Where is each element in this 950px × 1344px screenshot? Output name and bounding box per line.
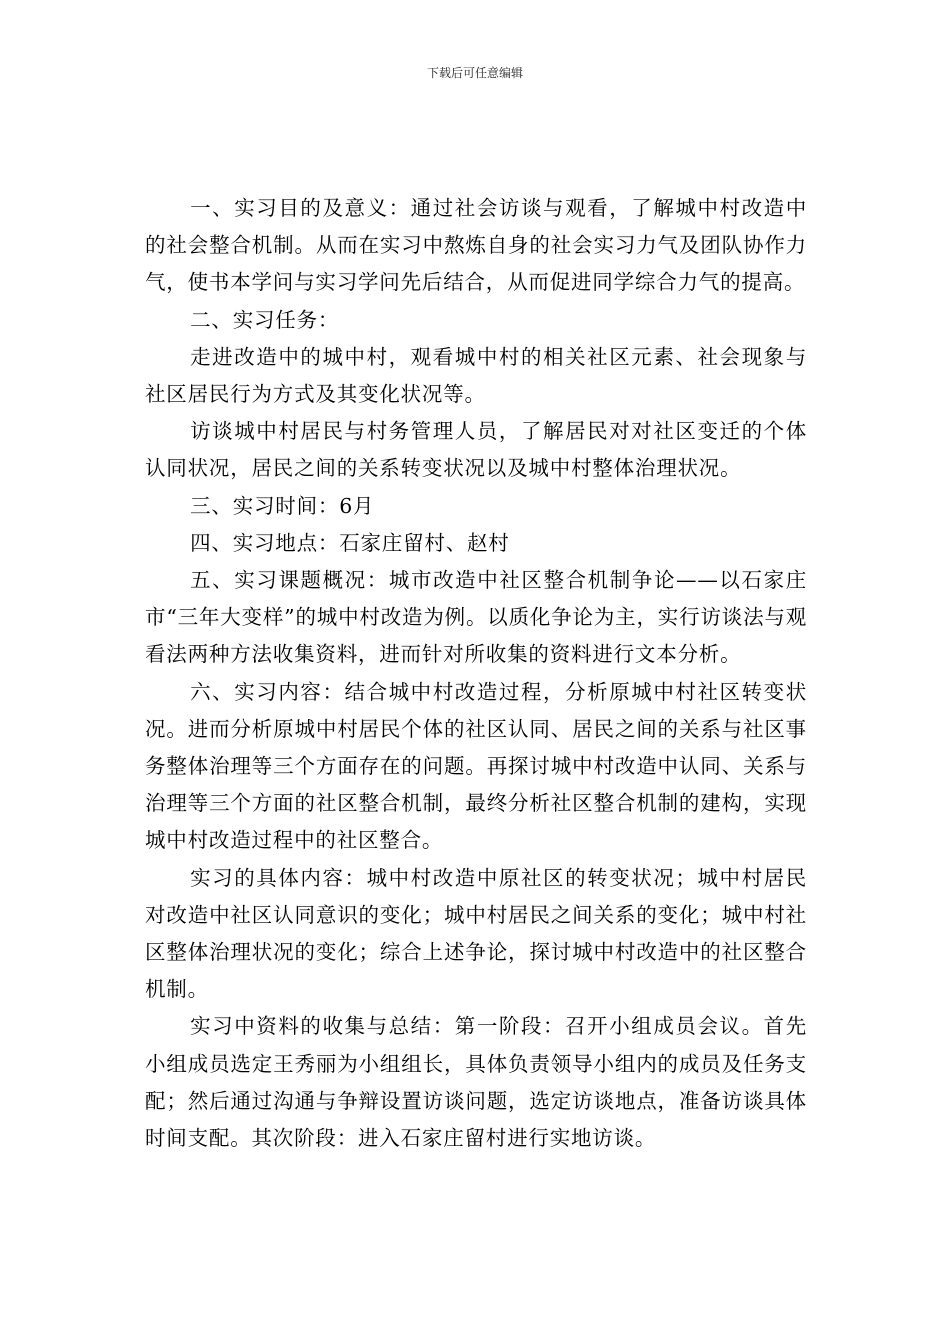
paragraph-topic-overview: 五、实习课题概况：城市改造中社区整合机制争论——以石家庄市“三年大变样”的城中村改造为例。以质化争论为主，实行访谈法与观看法两种方法收集资料，进而针对所收集的资料进行文本分析。 — [145, 568, 807, 667]
document-body — [145, 190, 807, 1157]
paragraph-data-collection: 实习中资料的收集与总结：第一阶段：召开小组成员会议。首先小组成员选定王秀丽为小组组长，具体负责领导小组内的成员及任务支配；然后通过沟通与争辩设置访谈问题，选定访谈地点，准备访谈具体时间支配。其次阶段：进入石家庄留村进行实地访谈。 — [145, 1014, 807, 1151]
paragraph-task-interview: 访谈城中村居民与村务管理人员，了解居民对对社区变迁的个体认同状况，居民之间的关系转变状况以及城中村整体治理状况。 — [145, 419, 807, 481]
paragraph-content: 六、实习内容：结合城中村改造过程，分析原城中村社区转变状况。进而分析原城中村居民个体的社区认同、居民之间的关系与社区事务整体治理等三个方面存在的问题。再探讨城中村改造中认同、关系与治理等三个方面的社区整合机制，最终分析社区整合机制的建构，实现城中村改造过程中的社区整合。 — [145, 679, 807, 853]
paragraph-specific-content: 实习的具体内容：城中村改造中原社区的转变状况；城中村居民对改造中社区认同意识的变化；城中村居民之间关系的变化；城中村社区整体治理状况的变化；综合上述争论，探讨城中村改造中的社区整合机制。 — [145, 865, 807, 1002]
paragraph-purpose: 一、实习目的及意义：通过社会访谈与观看，了解城中村改造中的社会整合机制。从而在实习中熬炼自身的社会实习力气及团队协作力气，使书本学问与实习学问先后结合，从而促进同学综合力气的提高。 — [145, 196, 807, 295]
paragraph-time: 三、实习时间：6月 — [190, 493, 375, 518]
paragraph-tasks-heading: 二、实习任务： — [190, 307, 340, 332]
paragraph-location: 四、实习地点：石家庄留村、赵村 — [190, 530, 510, 555]
page-header: 下载后可任意编辑 — [426, 66, 523, 80]
paragraph-task-observe: 走进改造中的城中村，观看城中村的相关社区元素、社会现象与社区居民行为方式及其变化状况等。 — [145, 344, 807, 407]
